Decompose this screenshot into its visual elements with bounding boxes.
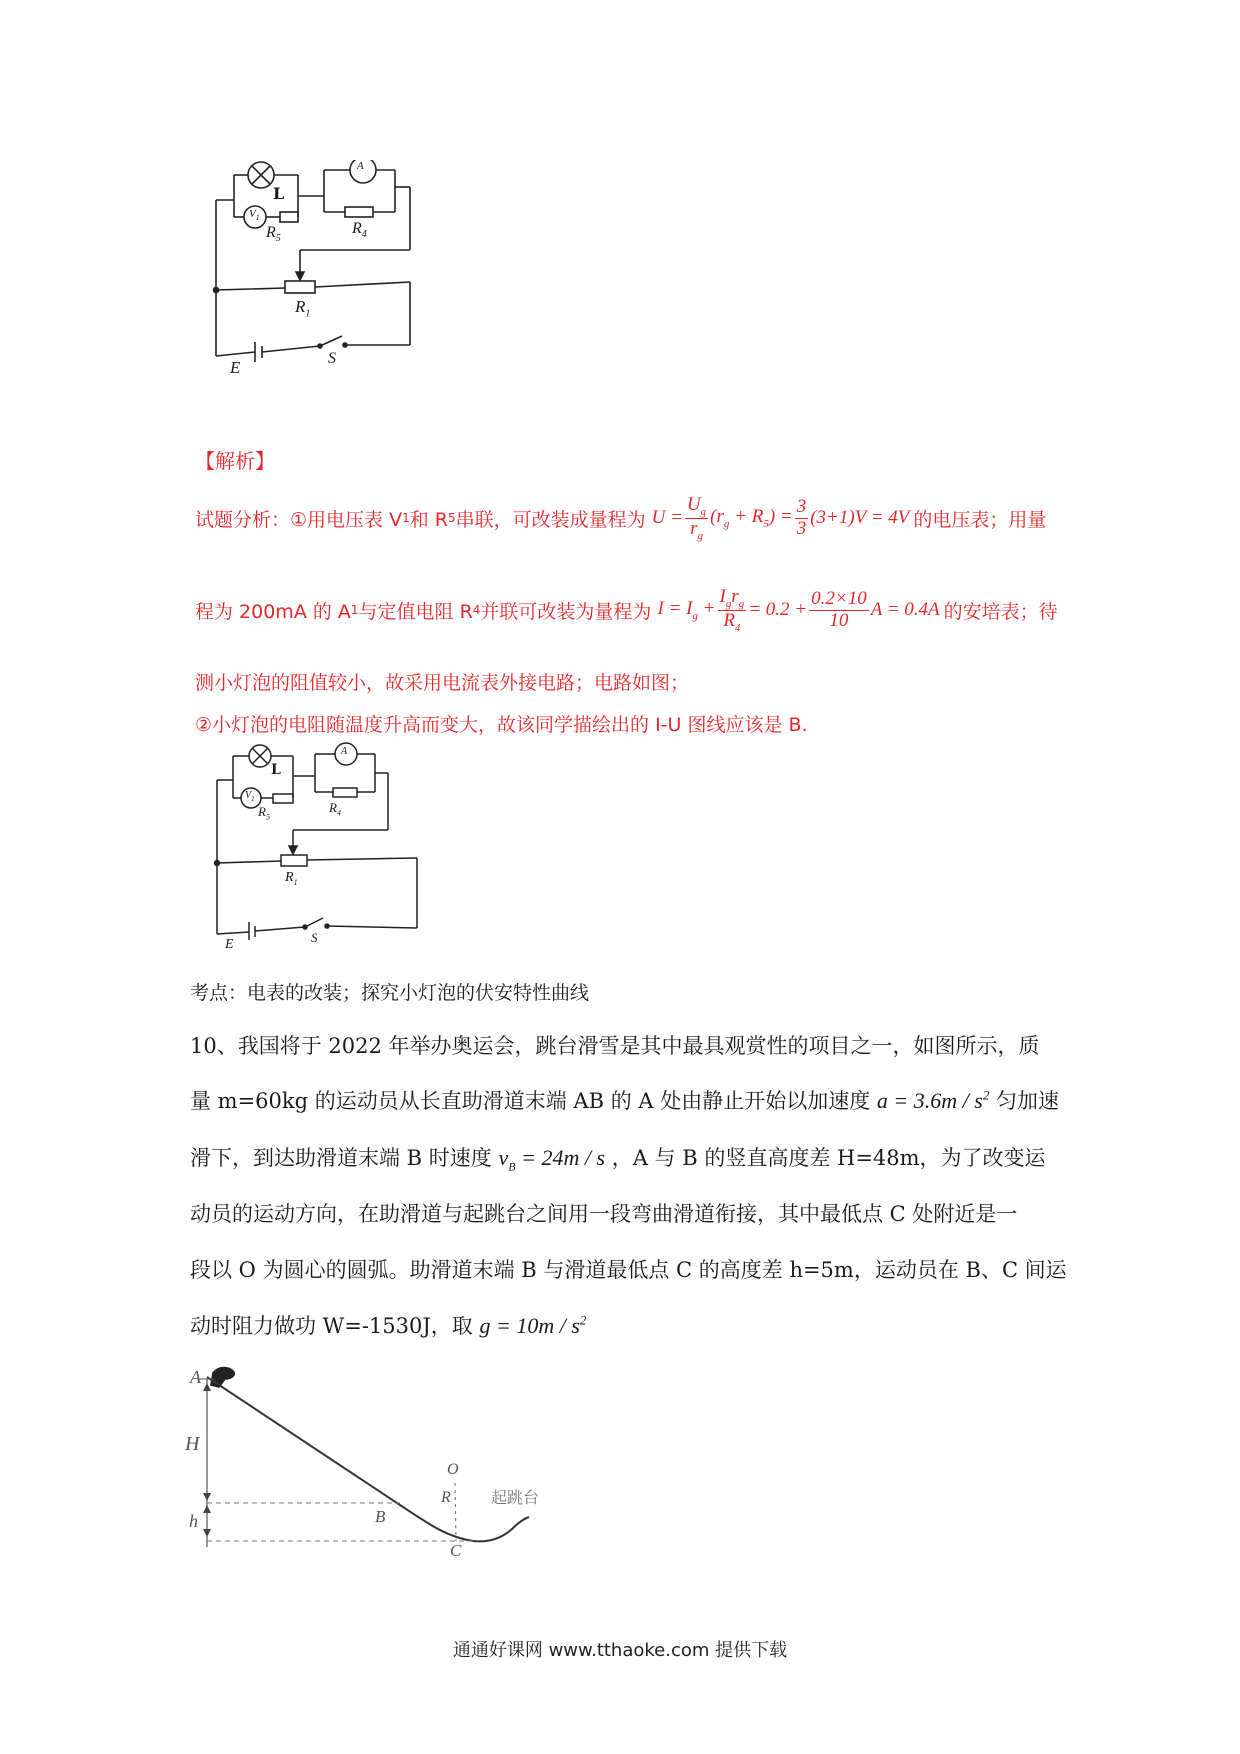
problem-10-line-6: 动时阻力做功 W=-1530J，取 $g = 10m / s^2$ — [190, 1312, 587, 1338]
point-a-label: A — [190, 1367, 201, 1387]
r1-label-2: $R_1$ — [285, 870, 298, 887]
battery-label: E — [230, 358, 241, 377]
page-footer: 通通好课网 www.tthaoke.com 提供下载 — [452, 1640, 788, 1661]
analysis-line-4: ②小灯泡的电阻随温度升高而变大，故该同学描绘出的 I-U 图线应该是 B. — [195, 714, 808, 736]
r4-label-2: $R_4$ — [329, 800, 341, 818]
fraction-ig-rg-r4: $\frac{I_gr_g}{R_4}$ — [719, 585, 745, 634]
circuit-diagram-1 — [200, 160, 480, 390]
problem-10-line-1: 10、我国将于 2022 年举办奥运会，跳台滑雪是其中最具观赏性的项目之一，如图所示，质 — [190, 1034, 1040, 1058]
point-c-label: C — [450, 1541, 462, 1560]
voltmeter-label: $V_1$ — [249, 208, 260, 223]
fraction-ug-rg: $\frac{U_g}{r_g}$ — [686, 493, 707, 542]
analysis-line-3: 测小灯泡的阻值较小，故采用电流表外接电路；电路如图； — [195, 672, 690, 694]
r4-label: $R_4$ — [352, 220, 367, 241]
battery-label-2: E — [225, 937, 234, 952]
problem-10-line-3: 滑下，到达助滑道末端 B 时速度 $v_B = 24m / s$ ，A 与 B 的竖直高度差 H=48m，为了改变运 — [190, 1145, 1046, 1174]
analysis-line-1: 试题分析：①用电压表 V 1 和 R 5 串联，可改装成量程为 U = $\frac{U_g}{r_g}$ $(r_g + R_5)$ = $\frac{3}{3}$ (3+1)V = 4V 的电压表；用量 — [195, 493, 1047, 542]
fraction-0-2x10-10: $\frac{0.2\times 10}{10}$ — [811, 587, 867, 631]
problem-10-line-5: 段以 O 为圆心的圆弧。助滑道末端 B 与滑道最低点 C 的高度差 h=5m，运动员在 B、C 间运 — [190, 1258, 1067, 1282]
analysis-heading: 【解析】 — [195, 449, 275, 473]
lamp-label: L — [273, 184, 285, 203]
height-h-label: H — [185, 1433, 200, 1455]
kaodian-line: 考点：电表的改装；探究小灯泡的伏安特性曲线 — [190, 982, 590, 1004]
voltmeter-label-2: $V_1$ — [245, 790, 255, 803]
problem-10-line-2: 量 m=60kg 的运动员从长直助滑道末端 AB 的 A 处由静止开始以加速度 $a = 3.6m / s^2$ 匀加速 — [190, 1087, 1060, 1113]
point-o-label: O — [447, 1461, 459, 1478]
radius-r-label: R — [441, 1489, 451, 1506]
r1-label: $R_1$ — [295, 297, 311, 320]
switch-label: S — [328, 350, 336, 367]
fraction-3-3: $\frac{3}{3}$ — [796, 495, 807, 539]
analysis-line-2: 程为 200mA 的 A 1 与定值电阻 R 4 并联可改装为量程为 $I = I_g$ + $\frac{I_gr_g}{R_4}$ = 0.2 + $\frac{0.2\times 10}{10}$ A = 0.4A 的安培表；待 — [195, 585, 1058, 634]
r5-label: $R_5$ — [266, 224, 281, 245]
ammeter-label-2: A — [341, 746, 348, 757]
problem-10-line-4: 动员的运动方向，在助滑道与起跳台之间用一段弯曲滑道衔接，其中最低点 C 处附近是一 — [190, 1202, 1018, 1226]
switch-label-2: S — [311, 930, 318, 945]
skier-icon — [211, 1368, 234, 1388]
height-small-h-label: h — [189, 1511, 198, 1531]
circuit-diagram-2 — [205, 742, 445, 962]
lamp-label-2: L — [271, 762, 281, 778]
point-b-label: B — [375, 1507, 386, 1526]
takeoff-platform-label: 起跳台 — [491, 1488, 540, 1507]
ski-jump-figure — [185, 1365, 585, 1570]
r5-label-2: $R_5$ — [258, 804, 270, 822]
ammeter-label: A — [357, 160, 364, 172]
